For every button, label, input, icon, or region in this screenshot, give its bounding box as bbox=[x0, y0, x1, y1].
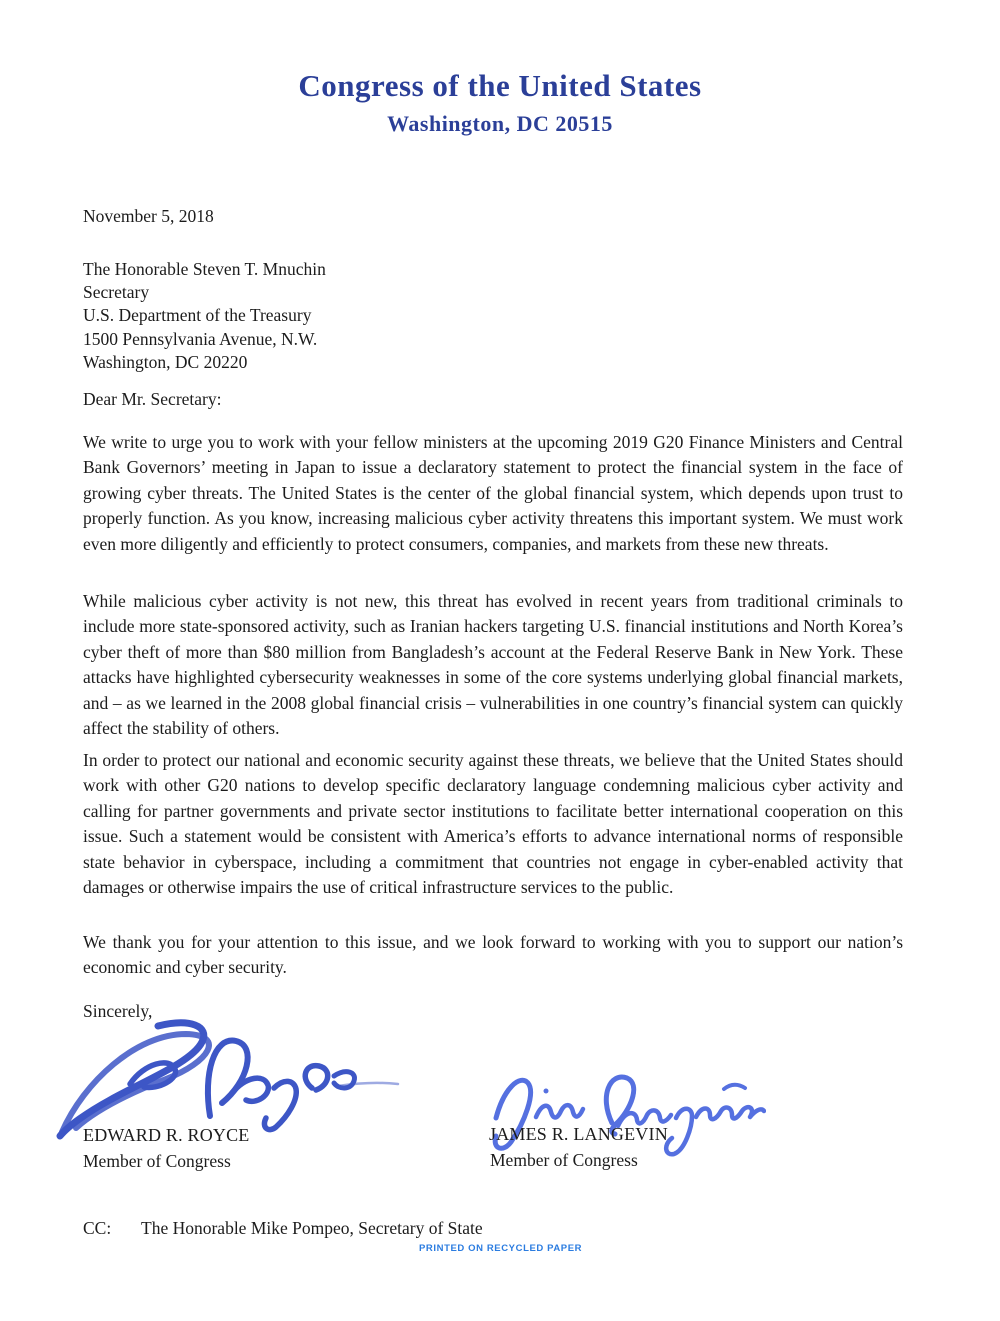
royce-title: Member of Congress bbox=[83, 1151, 231, 1171]
recipient-line: Secretary bbox=[83, 282, 150, 303]
body-paragraph-2: While malicious cyber activity is not new, this threat has evolved in recent years from traditional criminals to include more state-sponsored activity, such as Iranian hackers targeting U.S. financial institutions and North Korea’s cyber theft of more than $80 million from Bangladesh’s account at the Federal Reserve Bank in New York. These attacks have highlighted cybersecurity weaknesses in some of the core systems underlying global financial markets, and – as we learned in the 2008 global financial crisis – vulnerabilities in one country’s financial system can quickly affect the stability of others. bbox=[83, 591, 903, 739]
recipient-address bbox=[83, 258, 326, 374]
body-paragraph-3: In order to protect our national and economic security against these threats, we believe that the United States should work with other G20 nations to develop specific declaratory language condemning malicious cyber activity and calling for partner governments and private sector institutions to facilitate better international cooperation on this issue. Such a statement would be consistent with America’s efforts to advance international norms of responsible state behavior in cyberspace, including a commitment that countries not engage in cyber-enabled activity that damages or otherwise impairs the use of critical infrastructure services to the public. bbox=[83, 750, 903, 898]
letterhead bbox=[0, 68, 1000, 137]
cc-label: CC: bbox=[83, 1218, 112, 1238]
letterhead-subtitle: Washington, DC 20515 bbox=[387, 111, 613, 136]
letterhead-title: Congress of the United States bbox=[298, 68, 702, 103]
recycled-paper-notice: PRINTED ON RECYCLED PAPER bbox=[419, 1243, 583, 1254]
body-paragraph-4: We thank you for your attention to this issue, and we look forward to working with you to support our nation’s economic and cyber security. bbox=[83, 932, 903, 978]
cc-line bbox=[83, 1218, 483, 1239]
recipient-line: 1500 Pennsylvania Avenue, N.W. bbox=[83, 328, 318, 349]
royce-signature-image bbox=[50, 1012, 400, 1140]
langevin-title: Member of Congress bbox=[490, 1150, 638, 1170]
cc-recipient: The Honorable Mike Pompeo, Secretary of State bbox=[141, 1218, 483, 1238]
langevin-printed-name: JAMES R. LANGEVIN bbox=[489, 1124, 668, 1144]
recipient-line: The Honorable Steven T. Mnuchin bbox=[83, 259, 326, 279]
closing: Sincerely, bbox=[83, 1001, 153, 1021]
salutation: Dear Mr. Secretary: bbox=[83, 389, 222, 409]
body-paragraph-1: We write to urge you to work with your fellow ministers at the upcoming 2019 G20 Finance Ministers and Central Bank Governors’ meeting in Japan to issue a declaratory statement to protect the financial system in the face of growing cyber threats. The United States is the center of the global financial system, which depends upon trust to properly function. As you know, increasing malicious cyber activity threatens this important system. We must work even more diligently and efficiently to protect consumers, companies, and markets from these new threats. bbox=[83, 432, 903, 554]
royce-printed-name: EDWARD R. ROYCE bbox=[83, 1125, 250, 1145]
letter-date: November 5, 2018 bbox=[83, 206, 214, 226]
recipient-line: Washington, DC 20220 bbox=[83, 351, 248, 372]
recipient-line: U.S. Department of the Treasury bbox=[83, 305, 312, 326]
